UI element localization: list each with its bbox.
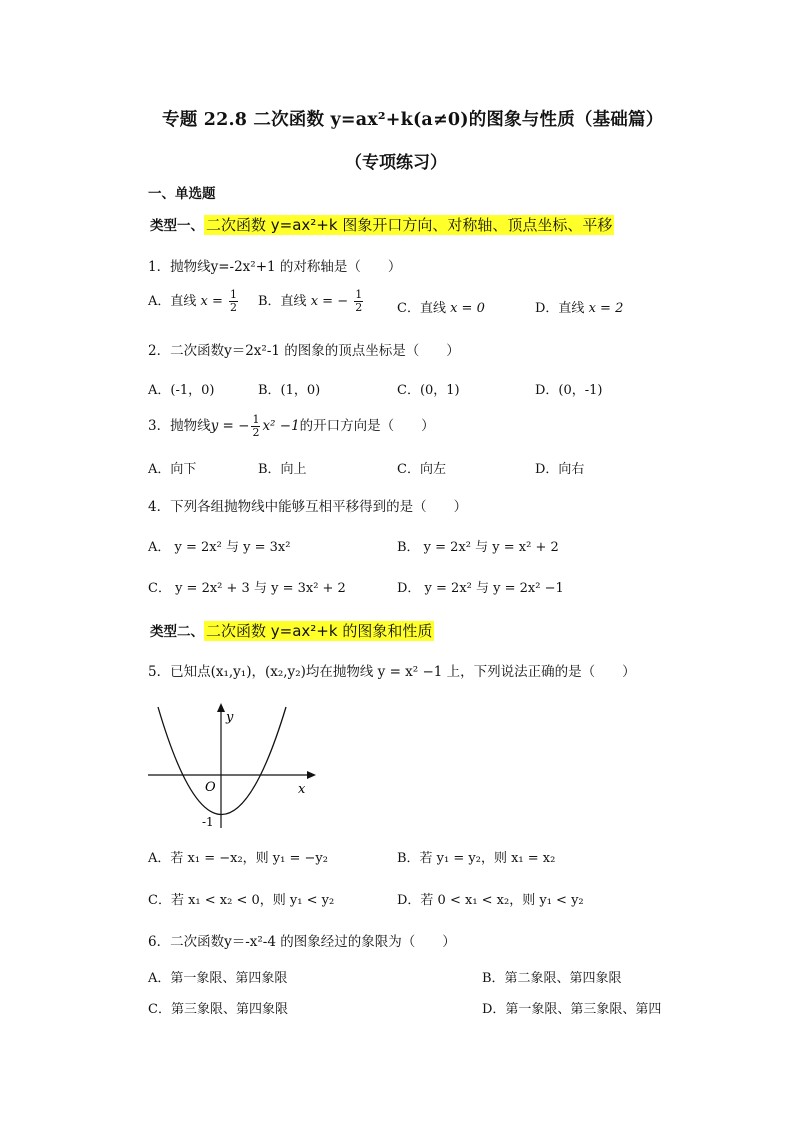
q6-option-c: C．第三象限、第四象限 (148, 1002, 288, 1017)
q4-option-a: A． y = 2x² 与 y = 3x² (148, 540, 291, 555)
q1-option-a: A．直线 x = $\frac{1}{2}$ (148, 288, 238, 314)
type2-label: 类型二、 (150, 624, 204, 640)
q3-stem: 3．抛物线y = − $\frac{1}{2}$ x² −1的开口方向是（ ） (148, 413, 435, 439)
parabola-curve (158, 707, 286, 815)
q2-stem: 2．二次函数y＝2x²-1 的图象的顶点坐标是（ ） (148, 343, 460, 359)
y-axis-label: y (226, 710, 234, 725)
q4-option-d: D． y = 2x² 与 y = 2x² −1 (397, 581, 564, 596)
type1-label: 类型一、 (150, 218, 204, 234)
q1-stem: 1．抛物线y=-2x²+1 的对称轴是（ ） (148, 259, 402, 275)
q2-option-b: B．(1，0) (258, 383, 321, 398)
q6-option-a: A．第一象限、第四象限 (148, 971, 288, 986)
q1-option-b: B．直线 x = − $\frac{1}{2}$ (258, 288, 363, 314)
q1-option-d: D．直线 x = 2 (535, 301, 624, 316)
q4-option-b: B． y = 2x² 与 y = x² + 2 (397, 540, 559, 555)
q3-option-a: A．向下 (148, 462, 197, 477)
origin-label: O (205, 780, 216, 795)
type1-heading (150, 214, 614, 235)
x-axis-label: x (298, 782, 306, 797)
q5-option-b: B．若 y₁ = y₂，则 x₁ = x₂ (397, 851, 556, 866)
type2-topic-highlight: 二次函数 y=ax²+k 的图象和性质 (206, 622, 433, 640)
q5-stem: 5．已知点(x₁,y₁)，(x₂,y₂)均在抛物线 y = x² −1 上，下列说法正确的是（ ） (148, 664, 636, 680)
q3-option-b: B．向上 (258, 462, 307, 477)
q2-option-d: D．(0，-1) (535, 383, 603, 398)
q3-option-c: C．向左 (397, 462, 446, 477)
q2-option-a: A．(-1，0) (148, 383, 215, 398)
q1-option-c: C．直线 x = 0 (397, 301, 485, 316)
q4-option-c: C． y = 2x² + 3 与 y = 3x² + 2 (148, 581, 346, 596)
vertex-label: -1 (202, 815, 214, 829)
q5-option-c: C．若 x₁ < x₂ < 0，则 y₁ < y₂ (148, 893, 335, 908)
y-axis-arrow-icon (217, 703, 225, 712)
q6-option-d: D．第一象限、第三象限、第四 (482, 1002, 662, 1017)
section-heading: 一、单选题 (148, 186, 216, 202)
q5-option-d: D．若 0 < x₁ < x₂，则 y₁ < y₂ (397, 893, 584, 908)
q5-option-a: A．若 x₁ = −x₂，则 y₁ = −y₂ (148, 851, 328, 866)
q4-stem: 4．下列各组抛物线中能够互相平移得到的是（ ） (148, 499, 468, 515)
page-subtitle: （专项练习） (345, 153, 447, 173)
type1-topic-highlight: 二次函数 y=ax²+k 图象开口方向、对称轴、顶点坐标、平移 (206, 216, 613, 234)
page-title: 专题 22.8 二次函数 y=ax²+k(a≠0)的图象与性质（基础篇） (162, 110, 664, 130)
q6-option-b: B．第二象限、第四象限 (482, 971, 622, 986)
x-axis-arrow-icon (307, 771, 316, 779)
type2-heading (150, 620, 434, 641)
parabola-graph (140, 700, 330, 835)
q2-option-c: C．(0，1) (397, 383, 460, 398)
q6-stem: 6．二次函数y＝-x²-4 的图象经过的象限为（ ） (148, 934, 456, 950)
q3-option-d: D．向右 (535, 462, 585, 477)
